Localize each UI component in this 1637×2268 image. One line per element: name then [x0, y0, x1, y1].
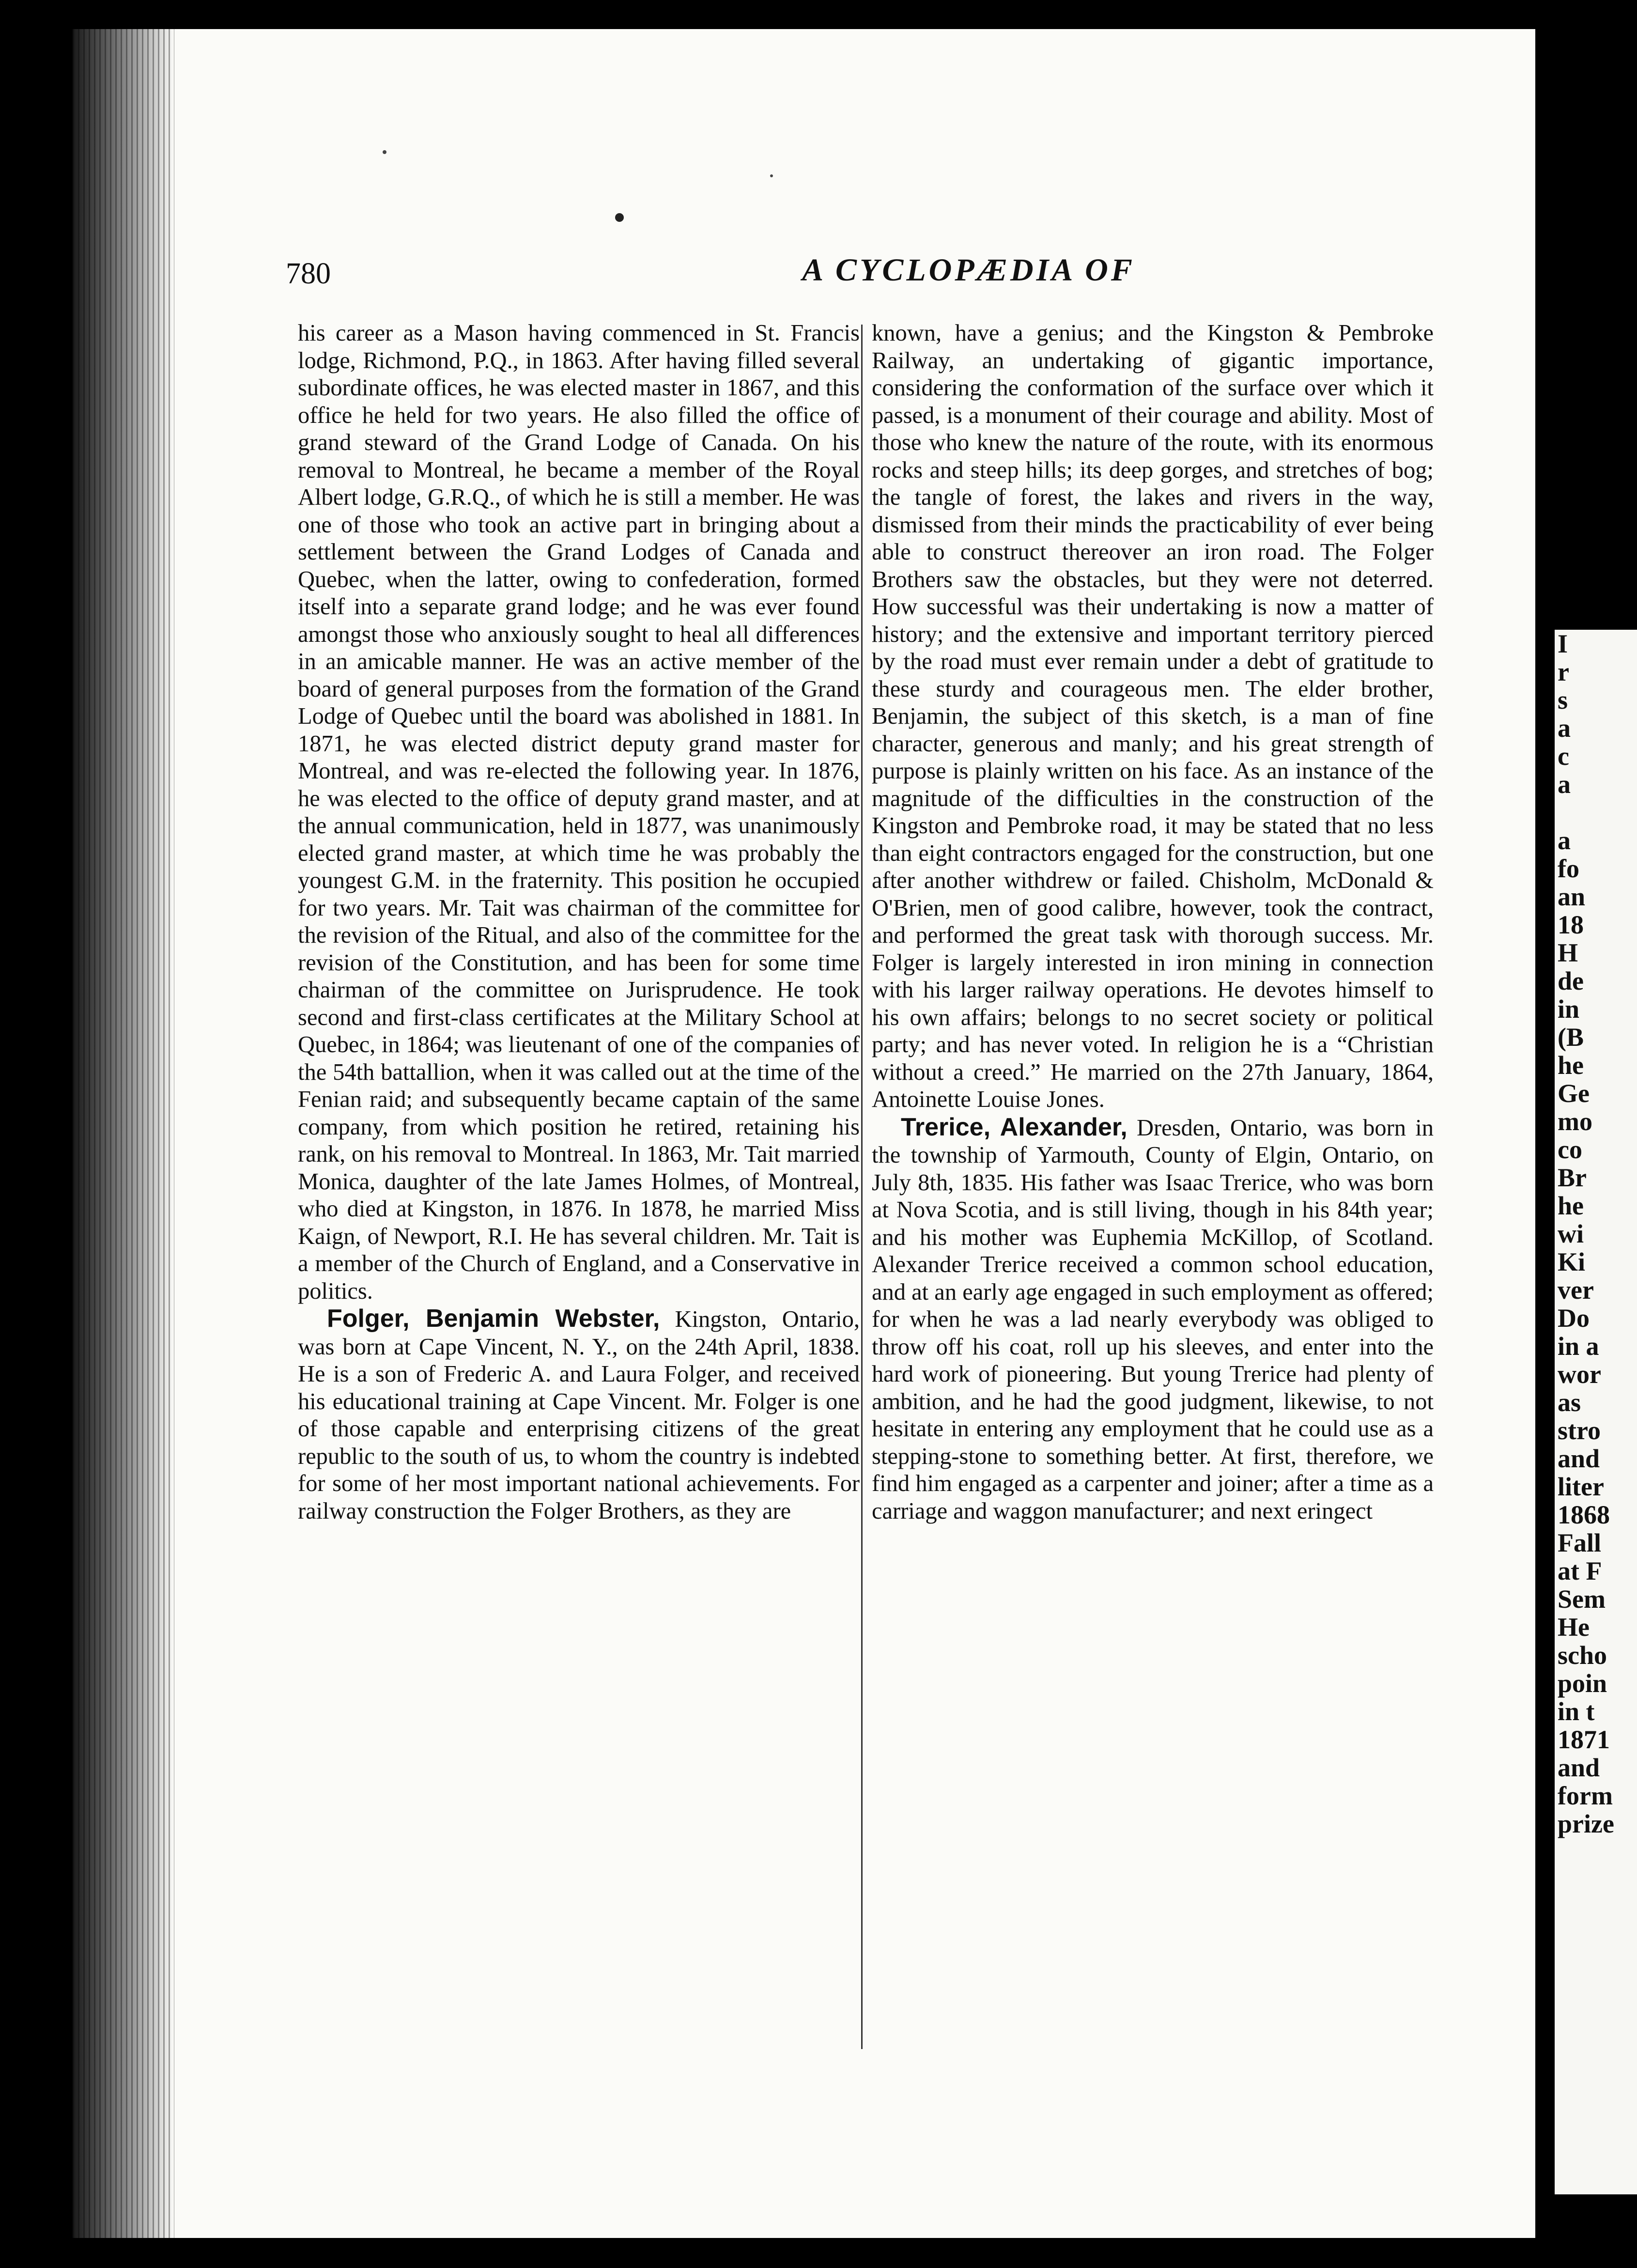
adjacent-page-fragment: mo — [1558, 1107, 1592, 1136]
ink-speck — [615, 213, 624, 222]
adjacent-page-fragment: in a — [1558, 1332, 1599, 1361]
adjacent-page-fragment: stro — [1558, 1416, 1601, 1445]
adjacent-page-fragment: in — [1558, 994, 1580, 1024]
adjacent-page-fragment: H — [1558, 938, 1578, 967]
ink-speck — [770, 174, 773, 177]
adjacent-page-fragment: prize — [1558, 1809, 1614, 1838]
running-head: A CYCLOPÆDIA OF — [802, 252, 1135, 288]
adjacent-page-fragment: I — [1558, 630, 1568, 658]
binding-shadow — [73, 29, 174, 2238]
adjacent-page-fragment: He — [1558, 1613, 1590, 1642]
adjacent-page-fragment: a — [1558, 770, 1571, 799]
adjacent-page-fragment: form — [1558, 1781, 1613, 1810]
left-column — [298, 320, 860, 1525]
adjacent-page-edge — [1555, 630, 1637, 2194]
entry-folger — [298, 1305, 860, 1525]
entry-trerice-text: Dresden, Ontario, was born in the township of Yarmouth, County of Elgin, Ontario, on July 8th, 1835. His father was Isaac Trerice, who was born at Nova Scotia, and is still living, though in his 84th year; and his mother was Euphemia McKillop, of Scotland. Alexander Trerice received a common school education, and at an early age engaged in such employment as offered; for when he was a lad nearly everybody was obliged to throw off his coat, roll up his sleeves, and enter into the hard work of pioneering. But young Trerice had plenty of ambition, and he had the good judgment, likewise, to not hesitate in entering any employment that he could use as a stepping-stone to something better. At first, therefore, we find him engaged as a carpenter and joiner; after a time as a carriage and waggon manufacturer; and next eringect — [872, 1115, 1434, 1524]
adjacent-page-fragment: a — [1558, 826, 1571, 855]
adjacent-page-fragment: poin — [1558, 1669, 1607, 1698]
ink-speck — [383, 150, 386, 154]
adjacent-page-fragment: at F — [1558, 1556, 1602, 1585]
book-page — [73, 29, 1584, 2238]
adjacent-page-fragment: Br — [1558, 1163, 1587, 1192]
adjacent-page-fragment: r — [1558, 657, 1569, 686]
entry-trerice — [872, 1114, 1434, 1525]
paragraph-folger-continued: known, have a genius; and the Kingston & Pembroke Railway, an undertaking of gigantic importance, considering the conformation of the surface over which it passed, is a monument of their courage and ability. Most of those who knew the nature of the route, with its enormous rocks and steep hills; its deep gorges, and stretches of bog; the tangle of forest, the lakes and rivers in the way, dismissed from their minds the practicability of ever being able to construct thereover an iron road. The Folger Brothers saw the obstacles, but they were not deterred. How successful was their undertaking is now a matter of history; and the extensive and important territory pierced by the road must ever remain under a debt of gratitude to these sturdy and courageous men. The elder brother, Benjamin, the subject of this sketch, is a man of fine character, generous and manly; and his great strength of purpose is plainly written on his face. As an instance of the magnitude of the difficulties in the construction of the Kingston and Pembroke road, it may be stated that no less than eight contractors engaged for the construction, but one after another withdrew or failed. Chisholm, McDonald & O'Brien, men of good calibre, however, took the contract, and performed the great task with thorough success. Mr. Folger is largely interested in iron mining in connection with his larger railway operations. He devotes himself to his own affairs; belongs to no secret society or political party; and has never voted. In religion he is a “Christian without a creed.” He married on the 27th January, 1864, Antoinette Louise Jones. — [872, 320, 1434, 1112]
adjacent-page-fragment: 1868 — [1558, 1500, 1610, 1529]
paragraph-tait-continued: his career as a Mason having commenced in St. Francis lodge, Richmond, P.Q., in 1863. After having filled several subordinate offices, he was elected master in 1867, and this office he held for two years. He also filled the office of grand steward of the Grand Lodge of Canada. On his removal to Montreal, he became a member of the Royal Albert lodge, G.R.Q., of which he is still a member. He was one of those who took an active part in bringing about a settlement between the Grand Lodges of Canada and Quebec, when the latter, owing to confederation, formed itself into a separate grand lodge; and he was ever found amongst those who anxiously sought to heal all differences in an amicable manner. He was an active member of the board of general purposes from the formation of the Grand Lodge of Quebec until the board was abolished in 1881. In 1871, he was elected district deputy grand master for Montreal, and was re-elected the following year. In 1876, he was elected to the office of deputy grand master, and at the annual communication, held in 1877, was unanimously elected grand master, at which time he was probably the youngest G.M. in the fraternity. This position he occupied for two years. Mr. Tait was chairman of the committee for the revision of the Ritual, and also of the committee for the revision of the Constitution, and has been for some time chairman of the committee on Jurisprudence. He took second and first-class certificates at the Military School at Quebec, in 1864; was lieutenant of one of the companies of the 54th battallion, when it was called out at the time of the Fenian raid; and subsequently became captain of the same company, from which position he retired, retaining his rank, on his removal to Montreal. In 1863, Mr. Tait married Monica, daughter of the late James Holmes, of Montreal, who died at Kingston, in 1876. In 1878, he married Miss Kaign, of Newport, R.I. He has several children. Mr. Tait is a member of the Church of England, and a Conservative in politics. — [298, 320, 860, 1304]
adjacent-page-fragment: ver — [1558, 1275, 1594, 1305]
right-column — [872, 320, 1434, 1525]
adjacent-page-fragment: de — [1558, 966, 1584, 995]
adjacent-page-fragment: Sem — [1558, 1584, 1606, 1614]
adjacent-page-fragment: he — [1558, 1191, 1584, 1220]
adjacent-page-fragment: an — [1558, 882, 1586, 911]
adjacent-page-fragment: (B — [1558, 1023, 1584, 1052]
headword-trerice: Trerice, Alexander, — [901, 1113, 1127, 1141]
adjacent-page-fragment: co — [1558, 1135, 1582, 1164]
adjacent-page-fragment: 1871 — [1558, 1725, 1610, 1754]
adjacent-page-fragment: and — [1558, 1444, 1600, 1473]
headword-folger: Folger, Benjamin Webster, — [327, 1305, 660, 1333]
adjacent-page-fragment: a — [1558, 714, 1571, 743]
adjacent-page-fragment: fo — [1558, 854, 1579, 883]
adjacent-page-fragment: and — [1558, 1753, 1600, 1782]
adjacent-page-fragment: in t — [1558, 1697, 1595, 1726]
adjacent-page-fragment: c — [1558, 742, 1569, 771]
adjacent-page-fragment: s — [1558, 685, 1568, 715]
adjacent-page-fragment: wor — [1558, 1360, 1601, 1389]
adjacent-page-fragment: Ki — [1558, 1247, 1586, 1276]
adjacent-page-fragment: Do — [1558, 1304, 1590, 1333]
column-rule — [861, 325, 863, 2049]
adjacent-page-fragment: Ge — [1558, 1079, 1590, 1108]
adjacent-page-fragment: scho — [1558, 1641, 1607, 1670]
page-number: 780 — [286, 257, 331, 290]
adjacent-page-fragment: wi — [1558, 1219, 1584, 1248]
adjacent-page-fragment: 18 — [1558, 910, 1584, 939]
adjacent-page-fragment: as — [1558, 1388, 1581, 1417]
adjacent-page-fragment — [1555, 798, 1637, 826]
adjacent-page-fragment: liter — [1558, 1472, 1604, 1501]
adjacent-page-fragment: Fall — [1558, 1528, 1601, 1557]
adjacent-page-fragment: he — [1558, 1051, 1584, 1080]
entry-folger-text: Kingston, Ontario, was born at Cape Vincent, N. Y., on the 24th April, 1838. He is a son of Frederic A. and Laura Folger, and received his educational training at Cape Vincent. Mr. Folger is one of those capable and enterprising citizens of the great republic to the south of us, to whom the country is indebted for some of her most important national achievements. For railway construction the Folger Brothers, as they are — [298, 1306, 860, 1524]
